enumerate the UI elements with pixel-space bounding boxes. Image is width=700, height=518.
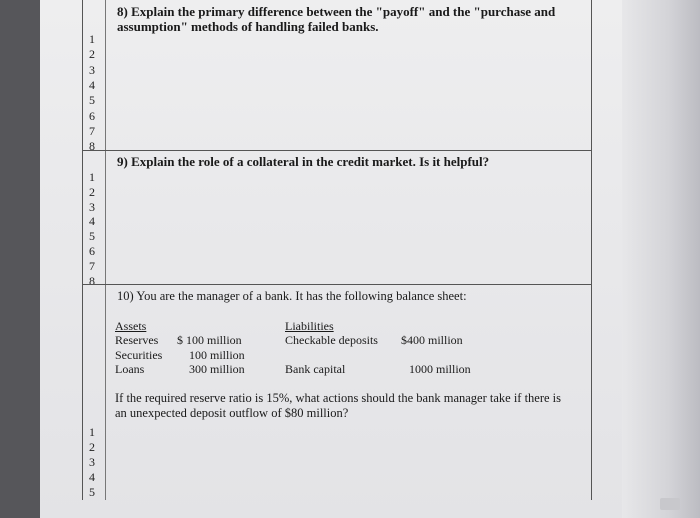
question-10-intro: 10) You are the manager of a bank. It has the following balance sheet: [117,289,467,303]
line-number: 1 [89,425,95,439]
line-number: 7 [89,258,95,273]
question-8-line-2: assumption" methods of handling failed banks. [117,19,379,34]
liability-value: $400 million [401,333,463,347]
asset-label: Securities [115,348,163,362]
question-9-text: 9) Explain the role of a collateral in the credit market. Is it helpful? [117,154,490,169]
line-number: 1 [89,32,95,46]
liability-label: Bank capital [285,362,346,376]
line-number: 2 [89,47,95,62]
question-10-line-2: an unexpected deposit outflow of $80 million? [115,406,349,420]
line-number: 3 [89,455,95,469]
corner-artifact [660,498,680,510]
liability-value: 1000 million [409,362,471,376]
asset-label: Loans [115,362,145,376]
asset-value: 100 million [189,348,245,362]
line-number: 3 [89,62,95,77]
line-number: 3 [89,199,95,214]
line-number: 4 [89,470,95,484]
line-number: 7 [89,123,95,138]
line-number: 5 [89,93,95,108]
question-8-line-1: 8) Explain the primary difference between the "payoff" and the "purchase and [117,4,556,19]
question-10-line-1: If the required reserve ratio is 15%, what actions should the bank manager take if there is [115,391,562,405]
asset-label: Reserves [115,333,159,347]
divider-9-10 [83,284,591,285]
line-number: 6 [89,108,95,123]
divider-8-9 [83,150,591,151]
line-number: 2 [89,184,95,199]
background-right [620,0,700,518]
assets-header: Assets [115,319,147,333]
line-number: 5 [89,229,95,244]
line-number: 4 [89,214,95,229]
line-number: 6 [89,244,95,258]
liability-label: Checkable deposits [285,333,378,347]
line-number: 8 [89,139,95,154]
line-number: 4 [89,77,95,92]
line-number: 5 [89,485,95,499]
asset-value: 300 million [189,362,245,376]
line-number: 1 [89,170,95,184]
asset-value: $ 100 million [177,333,242,347]
line-number: 2 [89,440,95,454]
liabilities-header: Liabilities [285,319,334,333]
worksheet [82,0,592,500]
line-number: 8 [89,273,95,288]
